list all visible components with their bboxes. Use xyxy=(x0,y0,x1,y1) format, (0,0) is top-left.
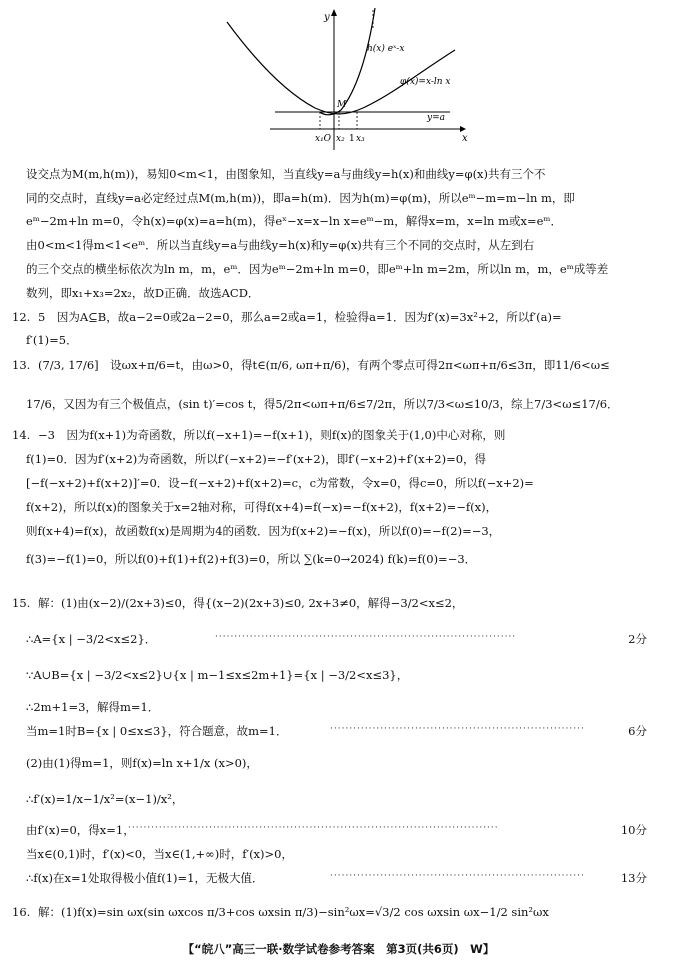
q14-line-4: f(x+2)，所以f(x)的图象关于x=2轴对称，可得f(x+4)=f(−x)=−f(x+2)，f(x+2)=−f(x)， xyxy=(26,500,498,514)
q15-text-1: 解：(1)由(x−2)/(2x+3)≤0，得{(x−2)(2x+3)≤0, 2x+3≠0，解得−3/2<x≤2， xyxy=(38,596,464,610)
q11-line-6: 数列，即x₁+x₃=2x₂，故D正确．故选ACD． xyxy=(26,286,260,300)
ya-label: y=a xyxy=(427,113,445,123)
q11-line-2: 同的交点时，直线y=a必定经过点M(m,h(m))，即a=h(m)．因为h(m)=φ(m)，所以eᵐ−m=m−ln m，即 xyxy=(26,191,575,205)
m-label: M xyxy=(337,100,347,110)
score-13: 13分 xyxy=(620,871,647,885)
q11-line-4: 由0<m<1得m<1<eᵐ．所以当直线y=a与曲线y=h(x)和y=φ(x)共有三个不同的交点时，从左到右 xyxy=(26,238,535,252)
q16-text-1: 解：(1)f(x)=sin ωx(sin ωxcos π/3+cos ωxsin π/3)−sin²ωx=√3/2 cos ωxsin ωx−1/2 sin²ωx xyxy=(38,905,549,919)
q14-text-1: −3 因为f(x+1)为奇函数，所以f(−x+1)=−f(x+1)，则f(x)的图象关于(1,0)中心对称，则 xyxy=(38,428,506,442)
q15-line-1 xyxy=(0,596,677,610)
q15-line-10: ∴f(x)在x=1处取得极小值f(1)=1，无极大值． xyxy=(26,871,264,885)
x3-label: x₃ xyxy=(356,134,365,144)
q12-line-2: f′(1)=5． xyxy=(26,333,78,347)
y-axis-arrow xyxy=(331,9,337,16)
q11-line-1: 设交点为M(m,h(m))，易知0<m<1，由图象知，当直线y=a与曲线y=h(x)和曲线y=φ(x)共有三个不 xyxy=(26,167,546,181)
q12-line-1 xyxy=(0,310,677,324)
q15-line-2: ∴A={x | −3/2<x≤2}． xyxy=(26,632,157,646)
q11-line-5: 的三个交点的横坐标依次为ln m，m，eᵐ．因为eᵐ−2m+ln m=0，即eᵐ+ln m=2m，所以ln m，m，eᵐ成等差 xyxy=(26,262,609,276)
leader-dots-10: ································································································ xyxy=(128,823,499,833)
one-label: 1 xyxy=(349,134,355,144)
q11-line-3: eᵐ−2m+ln m=0，令h(x)=φ(x)=a=h(m)，得eˣ−x=x−ln x=eᵐ−m，解得x=m，x=ln m或x=eᵐ． xyxy=(26,214,562,228)
x-axis-arrow xyxy=(460,126,466,132)
phi-label: φ(x)=x-ln x xyxy=(400,77,451,87)
function-graph xyxy=(215,0,480,160)
x-axis-label: x xyxy=(462,133,468,144)
q15-line-5: 当m=1时B={x | 0≤x≤3}，符合题意，故m=1． xyxy=(26,724,288,738)
q13-number: 13. xyxy=(12,358,31,372)
y-axis-label: y xyxy=(324,12,330,23)
q14-line-6: f(3)=−f(1)=0，所以f(0)+f(1)+f(2)+f(3)=0，所以 ∑(k=0→2024) f(k)=f(0)=−3． xyxy=(26,552,477,566)
q16-number: 16. xyxy=(12,905,31,919)
q14-number: 14. xyxy=(12,428,31,442)
q14-line-2: f(1)=0．因为f′(x+2)为奇函数，所以f′(−x+2)=−f′(x+2)，即f′(−x+2)+f′(x+2)=0，得 xyxy=(26,452,487,466)
leader-dots-2: ·············································································· xyxy=(215,632,517,642)
q13-line-1 xyxy=(0,358,677,372)
q12-number: 12. xyxy=(12,310,31,324)
q15-line-8: 由f′(x)=0，得x=1， xyxy=(26,823,135,837)
score-2: 2分 xyxy=(628,632,647,646)
q13-line-2: 17/6，又因为有三个极值点，(sin t)′=cos t，得5/2π<ωπ+π/6≤7/2π，所以7/3<ω≤10/3，综上7/3<ω≤17/6． xyxy=(26,397,619,411)
q15-number: 15. xyxy=(12,596,31,610)
q16-line-1 xyxy=(0,905,677,919)
score-10: 10分 xyxy=(620,823,647,837)
score-6: 6分 xyxy=(628,724,647,738)
q12-text-1: 5 因为A⊆B，故a−2=0或2a−2=0，那么a=2或a=1，检验得a=1．因为f′(x)=3x²+2，所以f′(a)= xyxy=(38,310,562,324)
x1o-label: x₁O xyxy=(315,134,332,144)
q15-line-3: ∵A∪B={x | −3/2<x≤2}∪{x | m−1≤x≤2m+1}={x | −3/2<x≤3}， xyxy=(26,668,409,682)
q15-line-7: ∴f′(x)=1/x−1/x²=(x−1)/x²， xyxy=(26,792,184,806)
curve-h xyxy=(320,8,375,115)
leader-dots-13: ·································································· xyxy=(330,871,585,881)
q14-line-1 xyxy=(0,428,677,442)
q15-line-9: 当x∈(0,1)时，f′(x)<0，当x∈(1,+∞)时，f′(x)>0， xyxy=(26,847,293,861)
h-label: h(x) eˣ-x xyxy=(367,44,405,54)
q15-line-4: ∴2m+1=3，解得m=1． xyxy=(26,700,160,714)
q13-text-1: (7/3, 17/6] 设ωx+π/6=t，由ω>0，得t∈(π/6, ωπ+π/6)，有两个零点可得2π<ωπ+π/6≤3π，即11/6<ω≤ xyxy=(38,358,610,372)
x2-label: x₂ xyxy=(336,134,345,144)
page-footer: 【“皖八”高三一联·数学试卷参考答案 第3页(共6页) W】 xyxy=(182,942,495,956)
q14-line-3: [−f(−x+2)+f(x+2)]′=0．设−f(−x+2)+f(x+2)=c，c为常数，令x=0，得c=0，所以f(−x+2)= xyxy=(26,476,534,490)
leader-dots-6: ·································································· xyxy=(330,724,585,734)
q15-line-6: (2)由(1)得m=1，则f(x)=ln x+1/x (x>0)， xyxy=(26,756,258,770)
q14-line-5: 则f(x+4)=f(x)，故函数f(x)是周期为4的函数．因为f(x+2)=−f(x)，所以f(0)=−f(2)=−3， xyxy=(26,524,501,538)
